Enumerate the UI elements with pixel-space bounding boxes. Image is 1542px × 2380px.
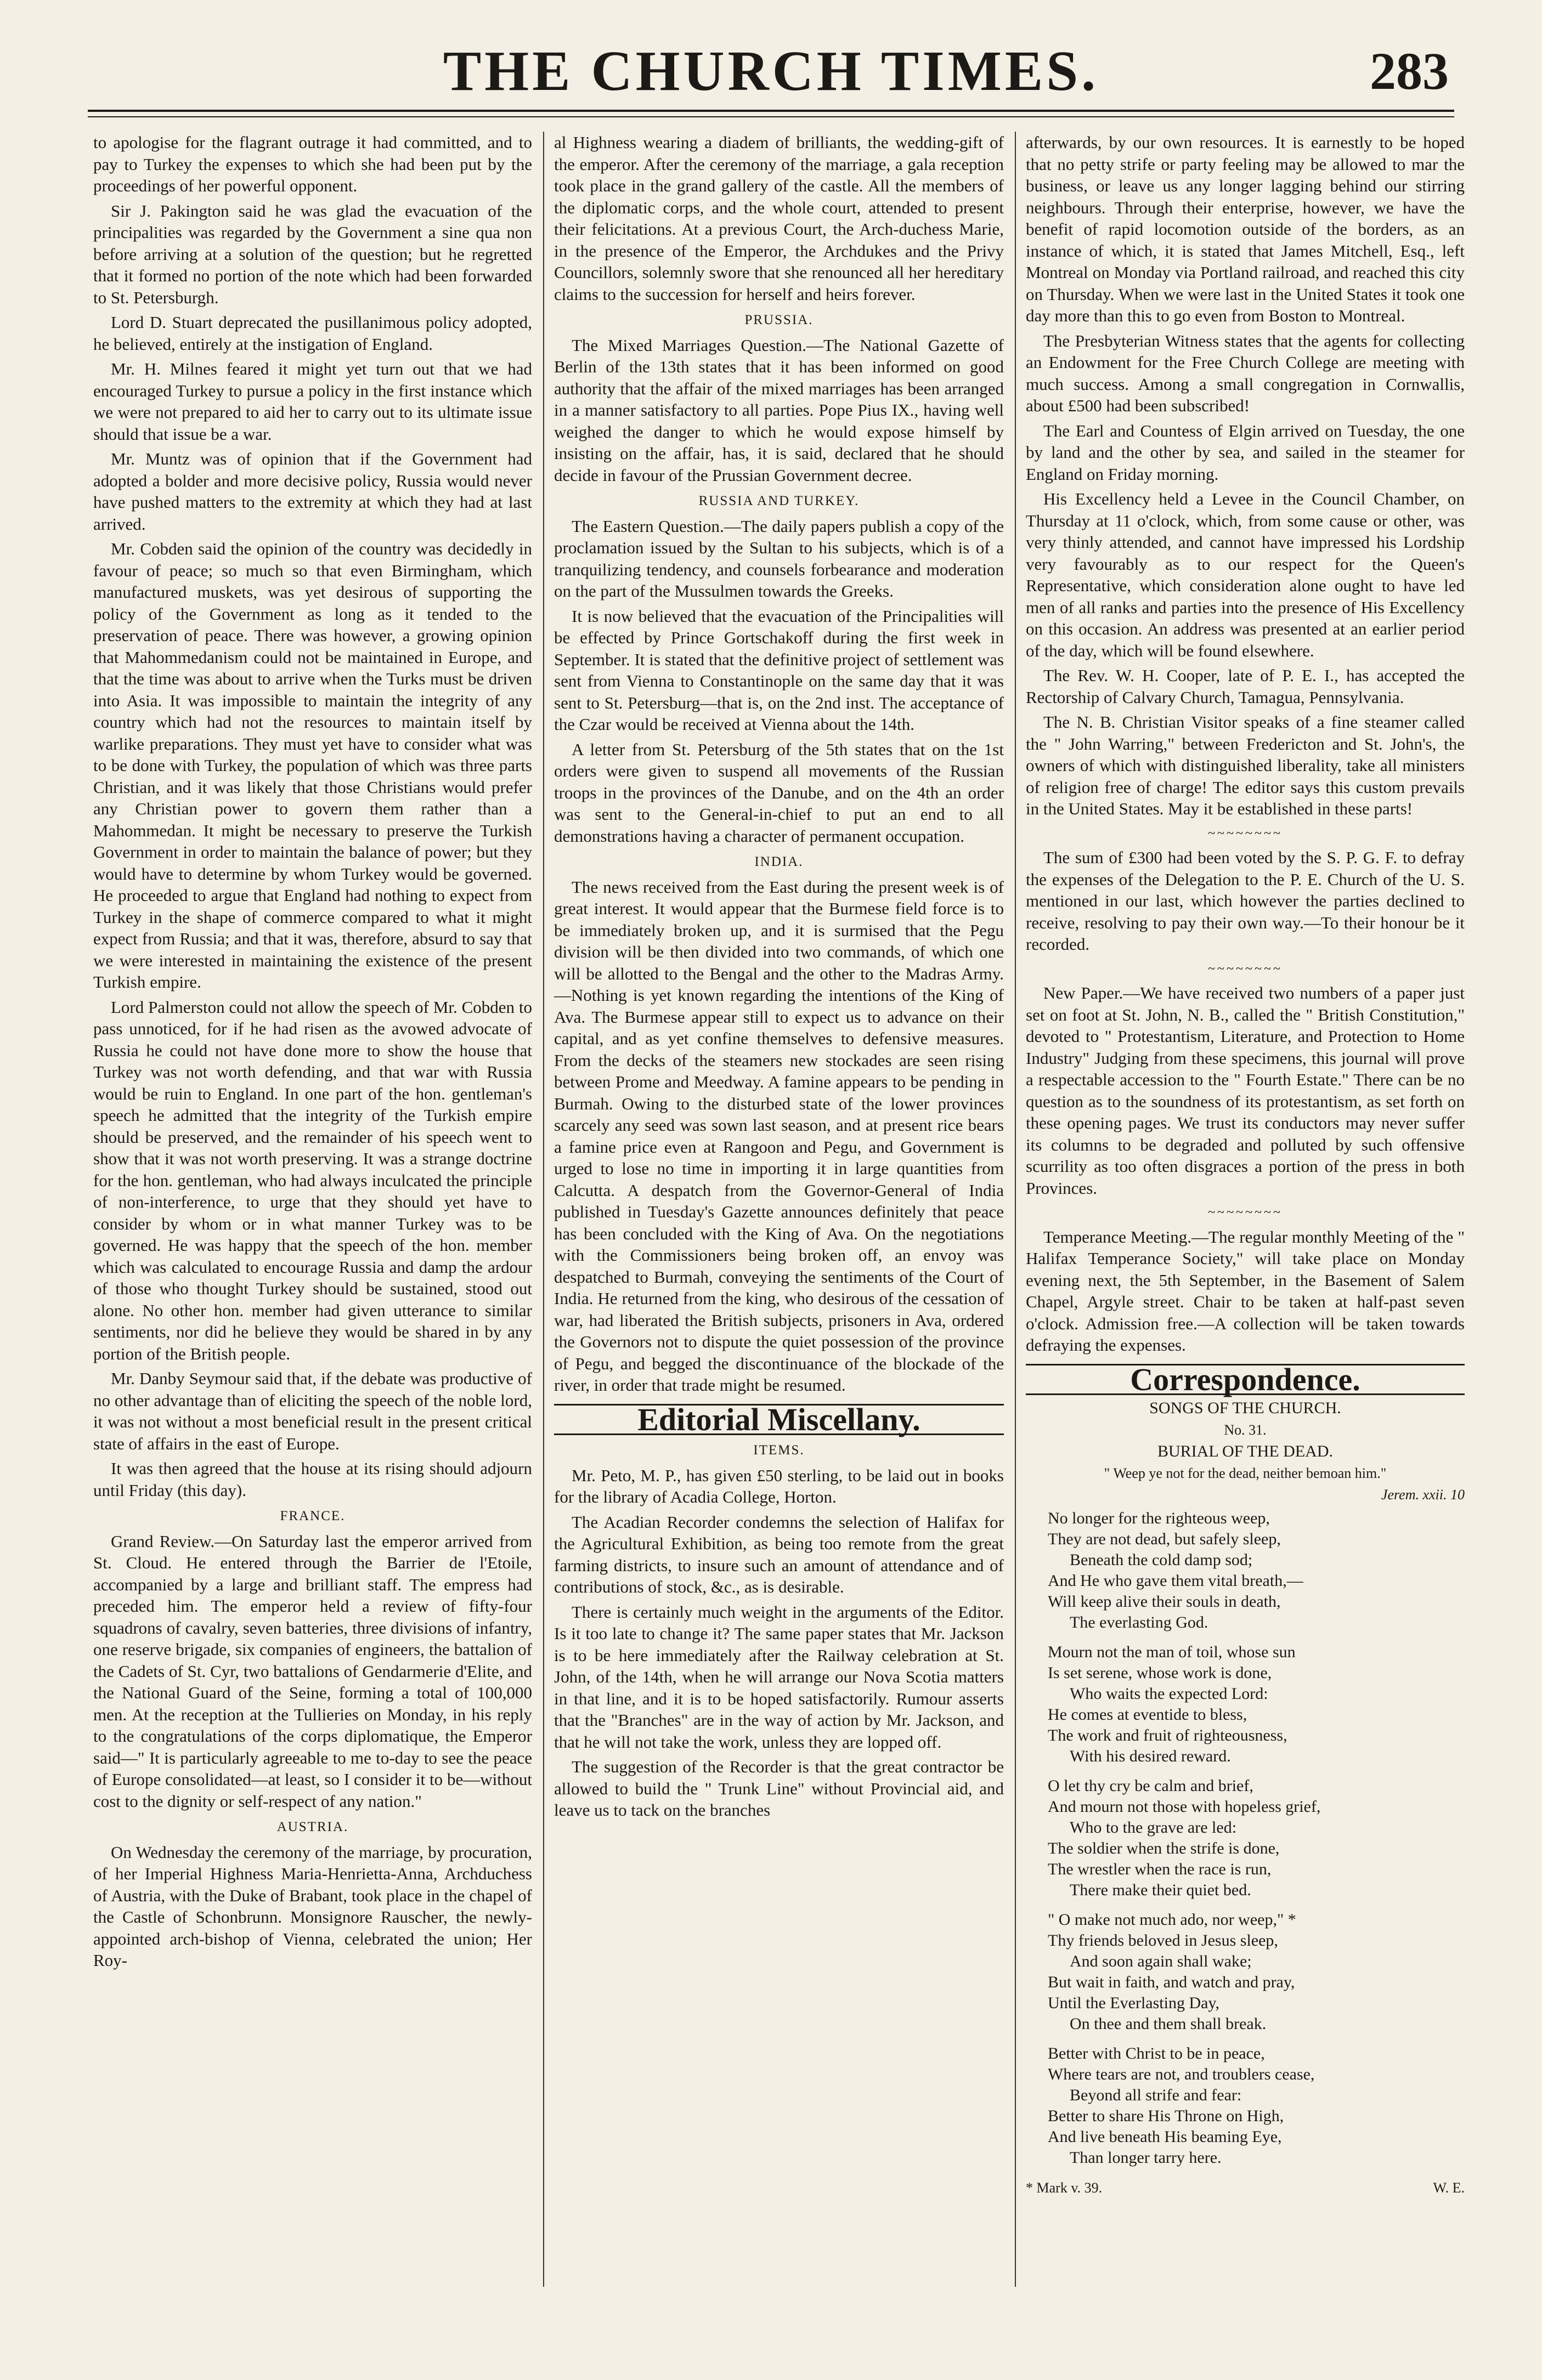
poem-line: Is set serene, whose work is done, <box>1048 1663 1272 1682</box>
correspondence-banner: Correspondence. <box>1026 1364 1465 1396</box>
poem-line: There make their quiet bed. <box>1070 1880 1251 1899</box>
poem-line: Beyond all strife and fear: <box>1070 2086 1242 2104</box>
paragraph: The news received from the East during the present week is of great interest. It would appear that the Burmese field force is to be immediately broken up, and it is surmised that the Pegu division will be then divided into two commands, of which one will be allotted to the Bengal and the other to the Madras Army.—Nothing is yet known regarding the intentions of the King of Ava. The Burmese appear still to expect us to advance on their capital, and as yet confine themselves to defensive measures. From the decks of the steamers new stockades are seen rising between Prome and Meedway. A famine appears to be pending in Burmah. Owing to the disturbed state of the lower provinces scarcely any seed was sown last season, and at present rice bears a famine price even at Rangoon and Pegu, and Government is urged to lose no time in importing it in large quantities from Calcutta. A despatch from the Governor-General of India published in Tuesday's Gazette announces definitely that peace has been concluded with the King of Ava. On the negotiations with the Commissioners being broken off, an envoy was despatched to Burmah, conveying the sentiments of the Court of India. He returned from the king, who desirous of the cessation of war, had liberated the British subjects, prisoners in Ava, ordered the Governors not to dispute the quiet possession of the province of Pegu, and begged the discontinuance of the blockade of the river, in order that trade might be resumed. <box>554 877 1004 1395</box>
paragraph: The suggestion of the Recorder is that the great contractor be allowed to build the " Trunk Line" without Provincial aid, and leave us to tack on the branches <box>554 1757 1004 1820</box>
poem-signature: W. E. <box>1433 2179 1465 2196</box>
section-heading-france: FRANCE. <box>280 1509 346 1523</box>
ornament-divider: ~~~~~~~~ <box>1208 826 1283 841</box>
paragraph: Mr. H. Milnes feared it might yet turn out that we had encouraged Turkey to pursue a policy in the first instance which we were not prepared to aid her to carry out to its ultimate issue should that issue be a war. <box>93 359 532 444</box>
poem-line: Beneath the cold damp sod; <box>1070 1550 1253 1569</box>
poem-line: The wrestler when the race is run, <box>1048 1860 1272 1878</box>
poem-line: Better with Christ to be in peace, <box>1048 2044 1265 2062</box>
paragraph: to apologise for the flagrant outrage it had committed, and to pay to Turkey the expenses to which she had been put by the proceedings of her powerful opponent. <box>93 133 532 195</box>
paragraph: It was then agreed that the house at its rising should adjourn until Friday (this day). <box>93 1459 532 1500</box>
paragraph: The Rev. W. H. Cooper, late of P. E. I., has accepted the Rectorship of Calvary Church, Tamagua, Pennsylvania. <box>1026 666 1465 707</box>
poem-line: The soldier when the strife is done, <box>1048 1839 1280 1857</box>
poem-stanza-2 <box>1048 1642 1465 1767</box>
paragraph: The Acadian Recorder condemns the selection of Halifax for the Agricultural Exhibition, as being too remote from the great farming districts, to insure such an amount of attendance and of contributions of stock, &c., as is desirable. <box>554 1512 1004 1596</box>
paragraph: Temperance Meeting.—The regular monthly Meeting of the " Halifax Temperance Society," will take place on Monday evening next, the 5th September, in the Basement of Salem Chapel, Argyle street. Chair to be taken at half-past seven o'clock. Admission free.—A collection will be taken towards defraying the expenses. <box>1026 1227 1465 1355</box>
poem-line: He comes at eventide to bless, <box>1048 1705 1247 1724</box>
poem-line: And He who gave them vital breath,— <box>1048 1571 1303 1590</box>
poem-line: Who waits the expected Lord: <box>1070 1684 1268 1703</box>
paragraph: The Eastern Question.—The daily papers publish a copy of the proclamation issued by the Sultan to his subjects, which is of a tranquilizing tendency, and counsels forbearance and moderation on the part of the Mussulmen towards the Greeks. <box>554 516 1004 600</box>
poem-epigraph-citation: Jerem. xxii. 10 <box>1381 1487 1465 1503</box>
page-number: 283 <box>1370 42 1449 100</box>
poem-line: Mourn not the man of toil, whose sun <box>1048 1642 1296 1661</box>
editorial-banner: Editorial Miscellany. <box>554 1404 1004 1436</box>
section-heading-prussia: PRUSSIA. <box>744 313 814 327</box>
paragraph: Mr. Peto, M. P., has given £50 sterling, to be laid out in books for the library of Acadia College, Horton. <box>554 1465 1004 1506</box>
column-1 <box>93 132 532 2287</box>
paragraph: His Excellency held a Levee in the Council Chamber, on Thursday at 11 o'clock, which, from some cause or other, was very thinly attended, and cannot have impressed his Lordship very favourably as to our respect for the Queen's Representative, which consideration alone ought to have led men of all ranks and parties into the presence of His Excellency on this occasion. An address was presented at an earlier period of the day, which will be found elsewhere. <box>1026 489 1465 660</box>
poem-series-title: SONGS OF THE CHURCH. <box>1149 1399 1341 1417</box>
poem-stanza-5 <box>1048 2043 1465 2168</box>
poem-footer <box>1026 2177 1465 2199</box>
paragraph: afterwards, by our own resources. It is earnestly to be hoped that no petty strife or party feeling may be allowed to mar the business, or leave us any longer lagging behind our stirring neighbours. Through their enterprise, however, we have the benefit of rapid locomotion outside of the borders, as an instance of which, it is stated that James Mitchell, Esq., left Montreal on Monday via Portland railroad, and reached this city on Thursday. When we were last in the United States it took one day more than this to go even from Boston to Montreal. <box>1026 133 1465 325</box>
masthead-rule-thin <box>88 116 1454 117</box>
column-divider-2 <box>1015 132 1016 2287</box>
poem-footnote: * Mark v. 39. <box>1026 2179 1103 2196</box>
paragraph: New Paper.—We have received two numbers of a paper just set on foot at St. John, N. B., called the " British Constitution," devoted to " Protestantism, Literature, and Protection to Home Industry" Judging from these specimens, this journal will prove a respectable accession to the " Fourth Estate." There can be no question as to the soundness of its protestantism, as set forth on these opening pages. We trust its conductors may never suffer its columns to be degraded and polluted by such offensive scurrility as too often disgraces a portion of the press in both Provinces. <box>1026 983 1465 1198</box>
paragraph: al Highness wearing a diadem of brilliants, the wedding-gift of the emperor. After the ceremony of the marriage, a gala reception took place in the grand gallery of the castle. All the members of the diplomatic corps, and the whole court, attended to present their felicitations. At a previous Court, the Arch-duchess Marie, in the presence of the Emperor, the Archdukes and the Privy Councillors, solemnly swore that she renounced all her hereditary claims to the succession for herself and heirs forever. <box>554 133 1004 304</box>
section-heading-india: INDIA. <box>754 854 804 869</box>
paragraph: The Mixed Marriages Question.—The National Gazette of Berlin of the 13th states that it has been informed on good authority that the affair of the mixed marriages has been arranged in a manner satisfactory to all parties. Pope Pius IX., having well weighed the danger to which he would expose himself by insisting on the affair, has, it is said, declared that he should decide in favour of the Prussian Government decree. <box>554 335 1004 485</box>
poem-line: And mourn not those with hopeless grief, <box>1048 1797 1321 1816</box>
poem-line: " O make not much ado, nor weep," * <box>1048 1910 1296 1929</box>
paragraph: On Wednesday the ceremony of the marriage, by procuration, of her Imperial Highness Maria-Henrietta-Anna, Archduchess of Austria, with the Duke of Brabant, took place in the chapel of the Castle of Schonbrunn. Monsignore Rauscher, the newly-appointed arch-bishop of Vienna, celebrated the union; Her Roy- <box>93 1842 532 1970</box>
paragraph: It is now believed that the evacuation of the Principalities will be effected by Prince Gortschakoff during the first week in September. It is stated that the definitive project of settlement was sent from Vienna to Constantinople on the same day that it was sent to St. Petersburg—that is, on the 2nd inst. The acceptance of the Czar would be received at Vienna about the 14th. <box>554 606 1004 734</box>
poem-line: Until the Everlasting Day, <box>1048 1993 1219 2012</box>
poem-title: BURIAL OF THE DEAD. <box>1157 1442 1333 1460</box>
ornament-divider: ~~~~~~~~ <box>1208 961 1283 976</box>
column-3 <box>1026 132 1465 2287</box>
poem-line: The everlasting God. <box>1070 1613 1208 1631</box>
newspaper-title: THE CHURCH TIMES. <box>443 39 1099 103</box>
paragraph: The Earl and Countess of Elgin arrived on Tuesday, the one by land and the other by sea, and sailed in the steamer for England on Friday morning. <box>1026 421 1465 484</box>
masthead-rule <box>88 110 1454 112</box>
paragraph: Mr. Danby Seymour said that, if the debate was productive of no other advantage than of eliciting the speech of the noble lord, it was not without a most beneficial result in the present critical state of affairs in the east of Europe. <box>93 1369 532 1453</box>
column-divider-1 <box>543 132 544 2287</box>
paragraph: Grand Review.—On Saturday last the emperor arrived from St. Cloud. He entered through the Barrier de l'Etoile, accompanied by a large and brilliant staff. The empress had preceded him. The emperor held a review of fifty-four squadrons of cavalry, seven batteries, three divisions of infantry, one reserve brigade, six companies of engineers, the battalion of the Cadets of St. Cyr, two battalions of Gendarmerie d'Elite, and the National Guard of the Seine, forming a total of 100,000 men. At the reception at the Tullieries on Monday, in his reply to the congratulations of the corps diplomatique, the Emperor said—" It is particularly agreeable to me to-day to see the peace of Europe consolidated—at least, so I consider it to be—without cost to the dignity or self-respect of any nation." <box>93 1531 532 1811</box>
poem-stanza-3 <box>1048 1776 1465 1901</box>
paragraph: A letter from St. Petersburg of the 5th states that on the 1st orders were given to suspend all movements of the Russian troops in the provinces of the Danube, and on the 4th an order was sent to the General-in-chief to put an end to all demonstrations having a character of permanent occupation. <box>554 739 1004 846</box>
poem-line: No longer for the righteous weep, <box>1048 1509 1270 1527</box>
poem-line: And live beneath His beaming Eye, <box>1048 2127 1282 2146</box>
poem-line: With his desired reward. <box>1070 1747 1231 1765</box>
masthead <box>88 33 1454 115</box>
paragraph: The Presbyterian Witness states that the agents for collecting an Endowment for the Free Church College are meeting with much success. Among a small congregation in Cornwallis, about £500 had been subscribed! <box>1026 331 1465 415</box>
poem-stanza-1 <box>1048 1508 1465 1633</box>
poem-line: And soon again shall wake; <box>1070 1952 1252 1970</box>
poem-line: O let thy cry be calm and brief, <box>1048 1776 1253 1795</box>
poem-line: They are not dead, but safely sleep, <box>1048 1529 1281 1548</box>
paragraph: The sum of £300 had been voted by the S. P. G. F. to defray the expenses of the Delegation to the P. E. Church of the U. S. mentioned in our last, which however the parties declined to receive, resolving to pay their own way.—To their honour be it recorded. <box>1026 848 1465 954</box>
poem-stanza-4 <box>1048 1909 1465 2035</box>
paragraph: Lord D. Stuart deprecated the pusillanimous policy adopted, he believed, entirely at the instigation of England. <box>93 313 532 354</box>
poem-line: But wait in faith, and watch and pray, <box>1048 1973 1295 1991</box>
section-heading-russia-turkey: RUSSIA AND TURKEY. <box>698 494 860 508</box>
section-heading-items: ITEMS. <box>753 1443 805 1458</box>
paragraph: Mr. Cobden said the opinion of the country was decidedly in favour of peace; so much so that even Birmingham, which manufactured muskets, was yet desirous of supporting the policy of the Government as long as it tended to the preservation of peace. There was however, a growing opinion that Mahommedanism could not be maintained in Europe, and that the time was about to arrive when the Turks must be driven into Asia. It was impossible to maintain the integrity of any country which had not the resources to maintain itself by warlike preparations. They must yet have to consider what was to be done with Turkey, the population of which was three parts Christian, and it was likely that those Christians would prefer any Christian power to govern them rather than a Mahommedan. It might be necessary to preserve the Turkish Government in order to maintain the balance of power; but they would have to determine by whom Turkey would be governed. He proceeded to argue that England had nothing to expect from Turkey in the shape of commerce compared to what it might expect from Russia; and that it was, therefore, absurd to say that we were interested in maintaining the existence of the present Turkish empire. <box>93 539 532 991</box>
paragraph: There is certainly much weight in the arguments of the Editor. Is it too late to change it? The same paper states that Mr. Jackson is to be here immediately after the Railway celebration at St. John, of the 14th, when he will arrange our Nova Scotia matters in that line, and it is to be hoped satisfactorily. Rumour asserts that the "Branches" are in the way of action by Mr. Jackson, and that he will not take the work, unless they are lopped off. <box>554 1602 1004 1752</box>
poem-line: Where tears are not, and troublers cease, <box>1048 2065 1315 2083</box>
poem-line: Than longer tarry here. <box>1070 2148 1222 2167</box>
poem-line: On thee and them shall break. <box>1070 2014 1267 2033</box>
poem-epigraph: " Weep ye not for the dead, neither bemoan him." <box>1104 1465 1387 1481</box>
column-2 <box>554 132 1004 2287</box>
poem-line: Will keep alive their souls in death, <box>1048 1592 1281 1611</box>
poem-line: The work and fruit of righteousness, <box>1048 1726 1287 1744</box>
poem-number: No. 31. <box>1224 1421 1267 1438</box>
section-heading-austria: AUSTRIA. <box>276 1820 349 1834</box>
paragraph: Lord Palmerston could not allow the speech of Mr. Cobden to pass unnoticed, for if he had risen as the avowed advocate of Russia he could not have done more to show the house that Turkey was not worth defending, and that war with Russia would be ruin to England. In one part of the hon. gentleman's speech he admitted that the integrity of the Turkish empire should be preserved, and the remainder of his speech went to show that it was not worth preserving. It was a strange doctrine for the hon. gentleman, who had always inculcated the principle of non-interference, to urge that they should yet have to consider by whom or in what manner Turkey was to be governed. He was happy that the speech of the hon. member which was calculated to encourage Russia and damp the ardour of those who thought Turkey should be sustained, stood out alone. No other hon. member had given utterance to similar sentiments, nor did he believe they would be shared in by any portion of the British people. <box>93 997 532 1363</box>
paragraph: Sir J. Pakington said he was glad the evacuation of the principalities was regarded by the Government a sine qua non before arriving at a solution of the question; but he regretted that it formed no portion of the note which had been forwarded to St. Petersburgh. <box>93 201 532 307</box>
paragraph: The N. B. Christian Visitor speaks of a fine steamer called the " John Warring," between Fredericton and St. John's, the owners of which with distinguished liberality, take all ministers of religion free of charge! The editor says this custom prevails in the United States. May it be established in these parts! <box>1026 712 1465 818</box>
poem-line: Who to the grave are led: <box>1070 1818 1237 1837</box>
paragraph: Mr. Muntz was of opinion that if the Government had adopted a bolder and more decisive policy, Russia would never have pushed matters to the extremity at which they had at last arrived. <box>93 449 532 534</box>
poem-line: Thy friends beloved in Jesus sleep, <box>1048 1931 1278 1950</box>
ornament-divider: ~~~~~~~~ <box>1208 1205 1283 1220</box>
poem-line: Better to share His Throne on High, <box>1048 2106 1284 2125</box>
